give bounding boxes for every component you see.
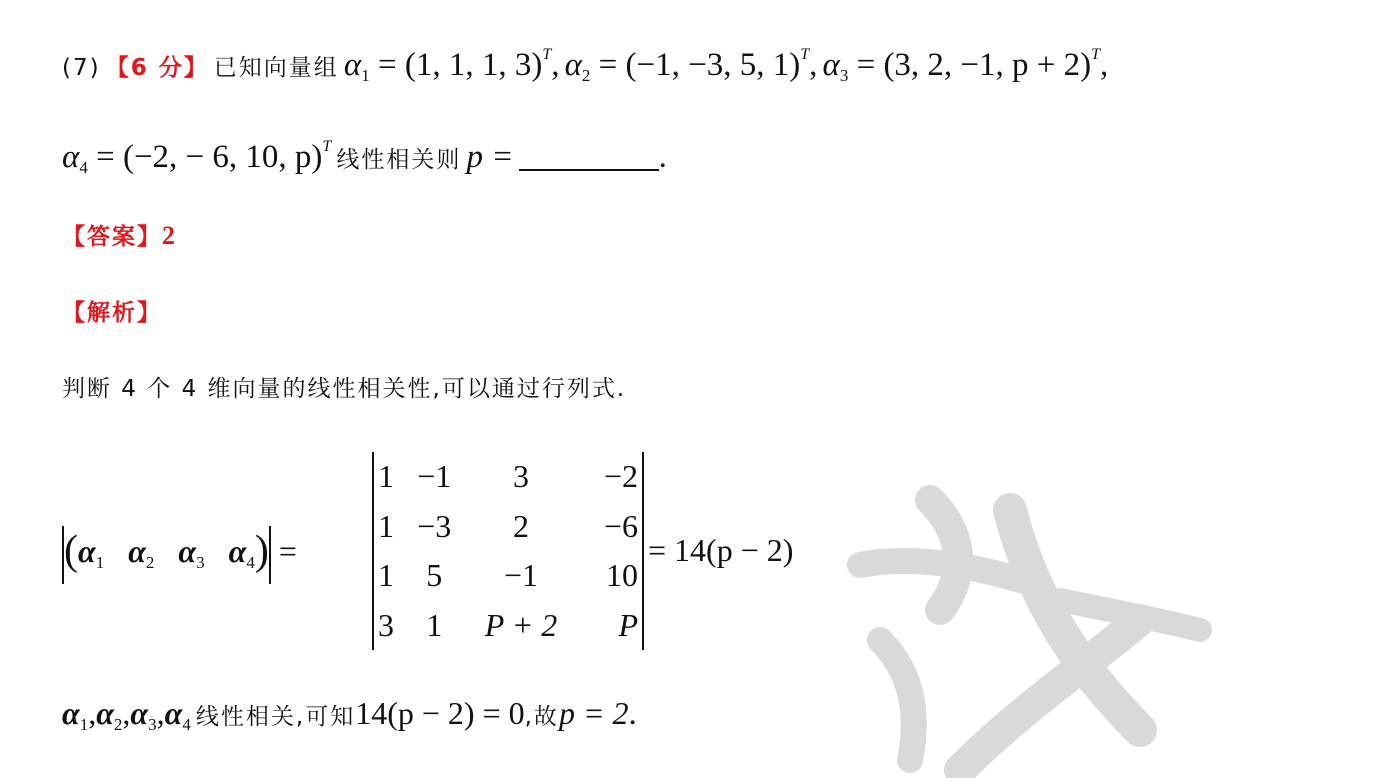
conclusion-line: $\alpha_1,\alpha_2,\alpha_3,\alpha_4$ 线性相关,可知14(p − 2) = 0,故p = 2. <box>62 695 637 734</box>
problem-line-1 <box>62 46 1108 86</box>
conclusion-sep: ,故 <box>524 704 559 730</box>
alpha2-vector: (−1, −3, 5, 1) <box>625 47 801 83</box>
alpha4-def: $\alpha_4 = (-2$, − 6, 10, p)$^T$ <box>62 138 332 177</box>
stem-prefix: 已知向量组 <box>213 55 339 81</box>
det-row: 1 5 −1 10 <box>378 557 638 594</box>
watermark-logo <box>820 470 1220 778</box>
alpha-list: $\alpha_1,\alpha_2,\alpha_3,\alpha_4$ <box>62 695 191 734</box>
alpha1-def: $\alpha_1 = (1$, 1, 1, 3)$^T$, <box>343 46 560 85</box>
determinant-result: = 14(p − 2) <box>648 532 794 568</box>
problem-number: (7) <box>62 55 101 81</box>
final-answer: p = 2 <box>558 695 629 731</box>
alpha4-vector: (−2, − 6, 10, p) <box>122 139 323 175</box>
analysis-text: 判断 4 个 4 维向量的线性相关性,可以通过行列式. <box>62 376 627 402</box>
stem-suffix: 线性相关则 <box>336 147 462 173</box>
det-row: 3 1 P + 2 P <box>378 606 638 643</box>
answer-label: 【答案】 <box>62 224 162 250</box>
score-badge: 【6 分】 <box>105 55 209 81</box>
alpha3-vector: (3, 2, −1, p + 2) <box>883 47 1092 83</box>
answer-line <box>62 218 175 251</box>
analysis-text-line <box>62 370 626 403</box>
alpha3-def: $\alpha_3 = (3$, 2, −1, p + 2)$^T$, <box>822 46 1109 85</box>
alpha2-def: $\alpha_2 = (-1$, −3, 5, 1)$^T$, <box>564 46 818 85</box>
determinant-matrix <box>372 452 644 650</box>
conclusion-text: 线性相关,可知 <box>195 704 356 730</box>
answer-variable: p = <box>466 139 514 175</box>
det-lhs: ($\alpha_1$ $\alpha_2$ $\alpha_3$ $\alpha_4$) = <box>62 525 297 584</box>
answer-value: 2 <box>162 221 175 250</box>
det-row: 1 −3 2 −6 <box>378 507 638 544</box>
conclusion-equation: 14(p − 2) = 0 <box>355 695 525 731</box>
alpha1-vector: (1, 1, 1, 3) <box>404 47 543 83</box>
problem-line-2: $\alpha_4 = (-2$, − 6, 10, p)$^T$ 线性相关则 p = . <box>62 138 667 177</box>
analysis-label-line <box>62 294 162 327</box>
det-row: 1 −1 3 −2 <box>378 458 638 495</box>
analysis-label: 【解析】 <box>62 300 162 326</box>
answer-blank <box>519 139 659 171</box>
